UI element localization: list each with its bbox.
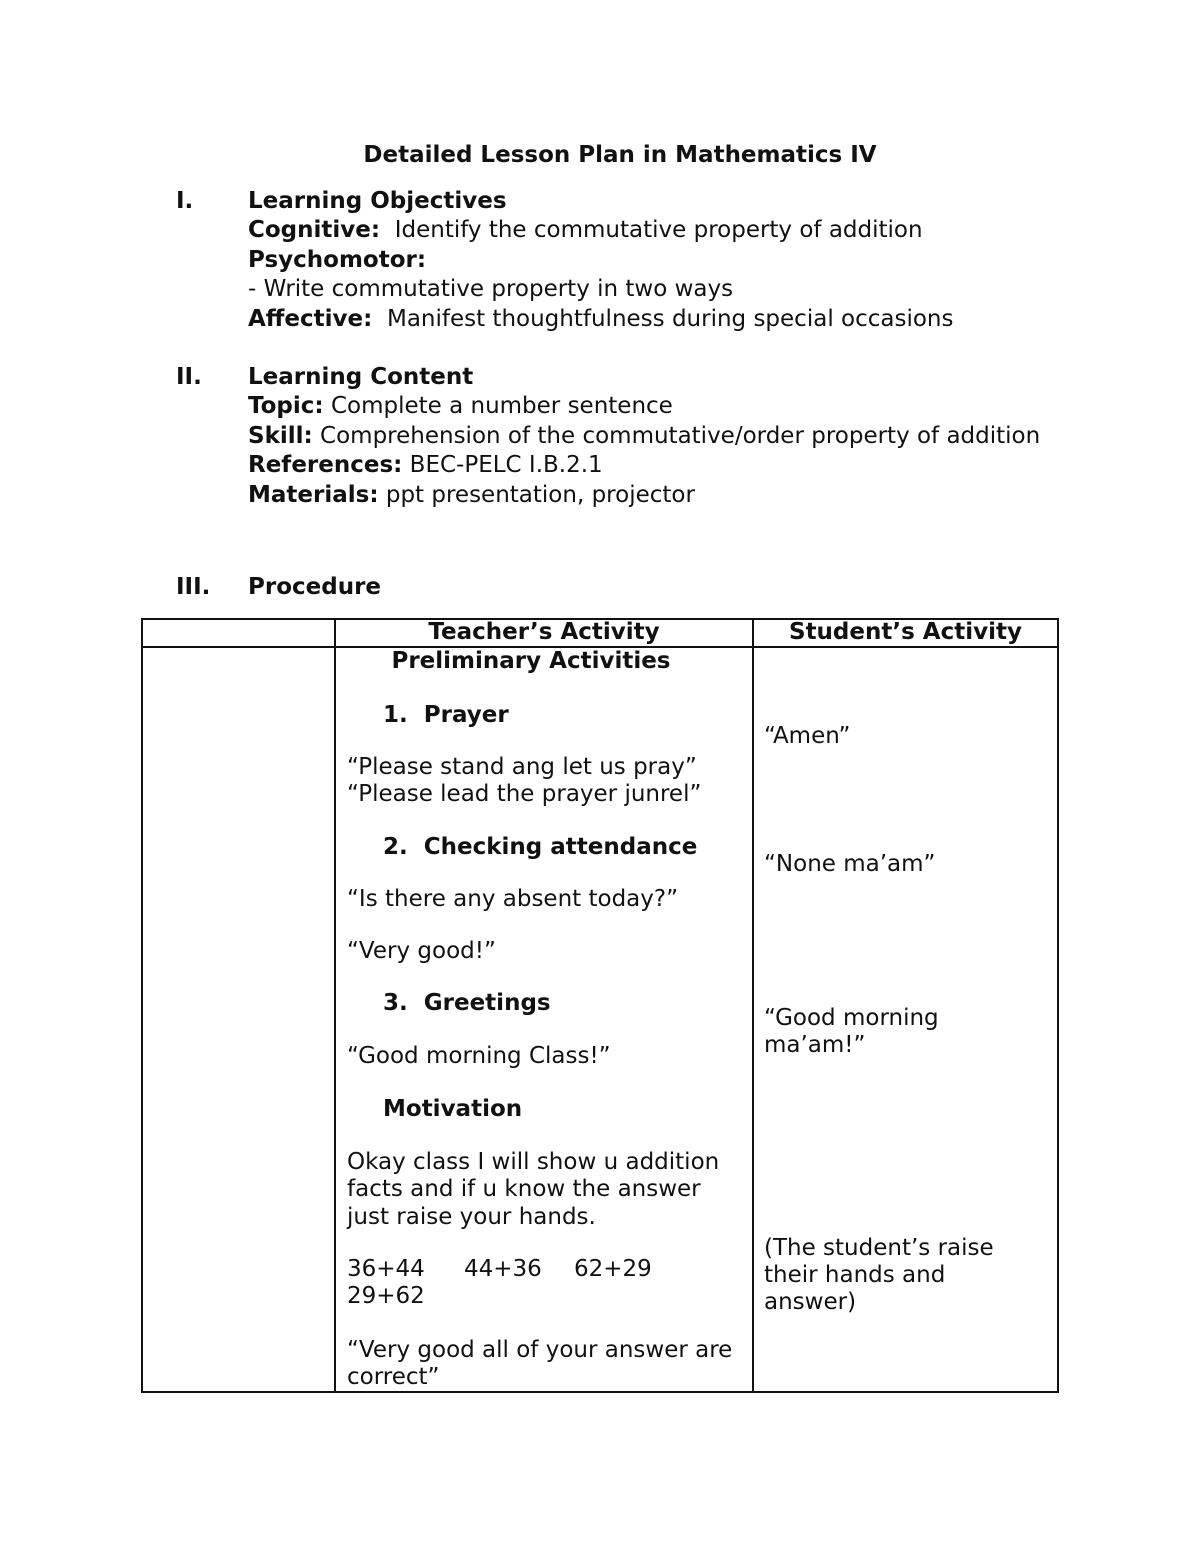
prayer-line-1: “Please stand ang let us pray”: [347, 754, 697, 780]
preliminary-activities-heading: Preliminary Activities: [391, 648, 671, 674]
addition-fact-3: 62+29: [574, 1256, 652, 1282]
section-3-numeral: III.: [176, 574, 211, 600]
topic-line: [248, 392, 673, 422]
attendance-heading: Checking attendance: [423, 834, 698, 860]
table-right-border: [1057, 618, 1059, 1393]
prayer-line-2: “Please lead the prayer junrel”: [347, 781, 702, 807]
cognitive-line: [248, 216, 923, 246]
skill-line: [248, 422, 1040, 452]
student-activity-header: Student’s Activity: [789, 619, 1022, 645]
affective-line: [248, 305, 953, 335]
section-1-numeral: I.: [176, 188, 194, 214]
student-none: “None ma’am”: [764, 851, 936, 877]
prayer-item: [383, 701, 509, 731]
section-2-numeral: II.: [176, 364, 202, 390]
psychomotor-text: - Write commutative property in two ways: [248, 276, 734, 302]
table-bottom-border: [141, 1391, 1059, 1393]
closing-line-2: correct”: [347, 1364, 440, 1390]
student-raise-3: answer): [764, 1289, 857, 1315]
student-raise-1: (The student’s raise: [764, 1235, 994, 1261]
affective-text: Manifest thoughtfulness during special occasions: [386, 306, 954, 332]
references-text: BEC-PELC I.B.2.1: [409, 452, 603, 478]
motivation-line-1: Okay class I will show u addition: [347, 1149, 720, 1175]
section-2-heading: Learning Content: [248, 364, 474, 390]
section-1-heading: Learning Objectives: [248, 188, 507, 214]
cognitive-label: Cognitive:: [248, 217, 381, 243]
skill-text: Comprehension of the commutative/order property of addition: [320, 423, 1041, 449]
materials-text: ppt presentation, projector: [385, 482, 695, 508]
materials-line: [248, 481, 695, 511]
attendance-number: 2.: [383, 834, 408, 860]
prayer-number: 1.: [383, 702, 408, 728]
very-good-text: “Very good!”: [347, 938, 496, 964]
motivation-line-2: facts and if u know the answer: [347, 1176, 701, 1202]
attendance-item: [383, 833, 697, 863]
table-col-divider-2: [752, 618, 754, 1393]
student-amen: “Amen”: [764, 723, 851, 749]
section-3-heading: Procedure: [248, 574, 382, 600]
greetings-item: [383, 989, 551, 1019]
addition-fact-4: 29+62: [347, 1283, 425, 1309]
document-title: Detailed Lesson Plan in Mathematics IV: [363, 142, 877, 168]
addition-fact-2: 44+36: [464, 1256, 542, 1282]
affective-label: Affective:: [248, 306, 373, 332]
greetings-heading: Greetings: [423, 990, 551, 1016]
topic-text: Complete a number sentence: [330, 393, 673, 419]
greeting-text: “Good morning Class!”: [347, 1043, 611, 1069]
addition-fact-1: 36+44: [347, 1256, 425, 1282]
teacher-activity-header: Teacher’s Activity: [428, 619, 660, 645]
references-label: References:: [248, 452, 403, 478]
table-left-border: [141, 618, 143, 1393]
motivation-heading: Motivation: [383, 1096, 523, 1122]
table-col-divider-1: [334, 618, 336, 1393]
materials-label: Materials:: [248, 482, 379, 508]
skill-label: Skill:: [248, 423, 313, 449]
topic-label: Topic:: [248, 393, 324, 419]
motivation-line-3: just raise your hands.: [347, 1204, 596, 1230]
greetings-number: 3.: [383, 990, 408, 1016]
psychomotor-label: Psychomotor:: [248, 247, 427, 273]
closing-line-1: “Very good all of your answer are: [347, 1337, 733, 1363]
prayer-heading: Prayer: [423, 702, 509, 728]
attendance-question: “Is there any absent today?”: [347, 886, 678, 912]
student-raise-2: their hands and: [764, 1262, 946, 1288]
cognitive-text: Identify the commutative property of addition: [394, 217, 923, 243]
student-good-morning-1: “Good morning: [764, 1005, 939, 1031]
references-line: [248, 451, 603, 481]
student-good-morning-2: ma’am!”: [764, 1032, 866, 1058]
